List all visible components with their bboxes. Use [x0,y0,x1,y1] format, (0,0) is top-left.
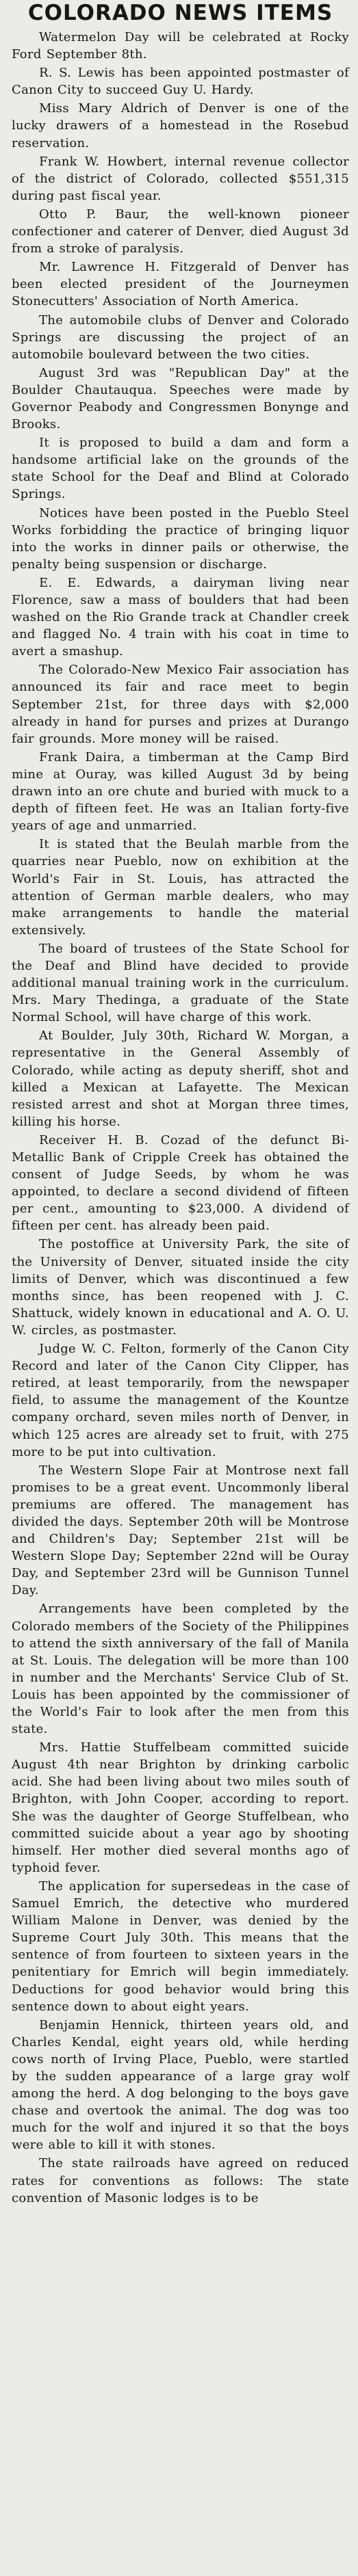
news-item: The application for supersedeas in the case of Samuel Emrich, the detective who murdered William Malone in Denver, was denied by the Supreme Court July 30th. This means that the sentence of from fourteen to sixteen years in the penitentiary for Emrich will begin immediately. Deductions for good behavior would bring this sentence down to about eight years. [12,1878,349,2014]
news-item: Mr. Lawrence H. Fitzgerald of Denver has been elected president of the Journeymen Stonecutters' Association of North America. [12,260,349,309]
news-item: Arrangements have been completed by the Colorado members of the Society of the Philippines to attend the sixth anniversary of the fall of Manila at St. Louis. The delegation will be more than 100 in number and the Merchants' Service Club of St. Louis has been appointed by the commissioner of the World's Fair to look after the men from this state. [12,1602,349,1737]
news-item: Mrs. Hattie Stuffelbeam committed suicide August 4th near Brighton by drinking carbolic acid. She had been living about two miles south of Brighton, with John Cooper, according to report. She was the daughter of George Stuffelbean, who committed suicide about a year ago by shooting himself. Her mother died several months ago of typhoid fever. [12,1740,349,1875]
news-item: Watermelon Day will be celebrated at Rocky Ford September 8th. [12,30,349,62]
news-item: Receiver H. B. Cozad of the defunct Bi-Metallic Bank of Cripple Creek has obtained the consent of Judge Seeds, by whom he was appointed, to declare a second dividend of fifteen per cent., amounting to $23,000. A dividend of fifteen per cent. has already been paid. [12,1132,349,1234]
news-item: It is stated that the Beulah marble from the quarries near Pueblo, now on exhibition at the World's Fair in St. Louis, has attracted the attention of German marble dealers, who may make arrangements to handle the material extensively. [12,837,349,938]
news-item: The Western Slope Fair at Montrose next fall promises to be a great event. Uncommonly liberal premiums are offered. The management has divided the days. September 20th will be Montrose and Children's Day; September 21st will be Western Slope Day; September 22nd will be Ouray Day, and September 23rd will be Gunnison Tunnel Day. [12,1463,349,1598]
news-item: Miss Mary Aldrich of Denver is one of the lucky drawers of a homestead in the Rosebud reservation. [12,101,349,150]
news-item: The state railroads have agreed on reduced rates for conventions as follows: The state convention of Masonic lodges is to be [12,2156,349,2205]
news-item: E. E. Edwards, a dairyman living near Florence, saw a mass of boulders that had been washed on the Rio Grande track at Chandler creek and flagged No. 4 train with his coat in time to avert a smashup. [12,575,349,659]
news-item: The automobile clubs of Denver and Colorado Springs are discussing the project of an automobile boulevard between the two cities. [12,313,349,362]
news-item: It is proposed to build a dam and form a handsome artificial lake on the grounds of the state School for the Deaf and Blind at Colorado Springs. [12,436,349,502]
news-item: The Colorado-New Mexico Fair association has announced its fair and race meet to begin September 21st, for three days with $2,000 already in hand for purses and prizes at Durango fair grounds. More money will be raised. [12,663,349,746]
news-item: R. S. Lewis has been appointed postmaster of Canon City to succeed Guy U. Hardy. [12,66,349,98]
news-items-list [12,29,349,2207]
news-item: Frank W. Howbert, internal revenue collector of the district of Colorado, collected $551,315 during past fiscal year. [12,154,349,203]
news-item: The postoffice at University Park, the site of the University of Denver, situated inside the city limits of Denver, which was discontinued a few months since, has been reopened with J. C. Shattuck, widely known in educational and A. O. U. W. circles, as postmaster. [12,1237,349,1338]
news-item: Notices have been posted in the Pueblo Steel Works forbidding the practice of bringing liquor into the works in dinner pails or otherwise, the penalty being suspension or discharge. [12,505,349,572]
news-item: Judge W. C. Felton, formerly of the Canon City Record and later of the Canon City Clipper, has retired, at least temporarily, from the newspaper field, to assume the management of the Kountze company orchard, seven miles north of Denver, in which 125 acres are already set to fruit, with 275 more to be put into cultivation. [12,1342,349,1459]
headline: COLORADO NEWS ITEMS [27,1,333,25]
news-item: The board of trustees of the State School for the Deaf and Blind have decided to provide additional manual training work in the curriculum. Mrs. Mary Thedinga, a graduate of the State Normal School, will have charge of this work. [12,941,349,1025]
news-item: Benjamin Hennick, thirteen years old, and Charles Kendal, eight years old, while herding cows north of Irving Place, Pueblo, were startled by the sudden appearance of a large gray wolf among the herd. A dog belonging to the boys gave chase and overtook the animal. The dog was too much for the wolf and injured it so that the boys were able to kill it with stones. [12,2017,349,2153]
news-item: At Boulder, July 30th, Richard W. Morgan, a representative in the General Assembly of Colorado, while acting as deputy sheriff, shot and killed a Mexican at Lafayette. The Mexican resisted arrest and shot at Morgan three times, killing his horse. [12,1028,349,1129]
news-item: August 3rd was "Republican Day" at the Boulder Chautauqua. Speeches were made by Governor Peabody and Congressmen Bonynge and Brooks. [12,365,349,432]
news-item: Frank Daira, a timberman at the Camp Bird mine at Ouray, was killed August 3d by being drawn into an ore chute and buried with muck to a depth of fifteen feet. He was an Italian forty-five years of age and unmarried. [12,749,349,834]
news-item: Otto P. Baur, the well-known pioneer confectioner and caterer of Denver, died August 3d from a stroke of paralysis. [12,207,349,256]
